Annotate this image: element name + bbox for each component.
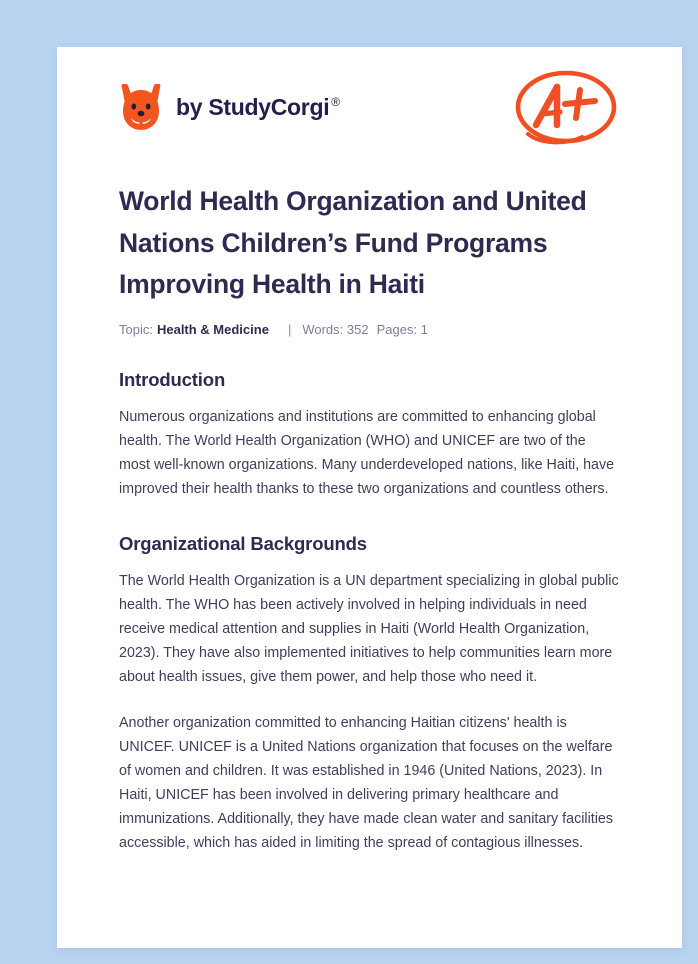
meta-pages: Pages: 1	[376, 321, 428, 337]
a-plus-grade-icon	[512, 65, 620, 149]
corgi-head-icon	[119, 82, 163, 132]
brand-prefix: by	[176, 93, 209, 120]
paragraph: Numerous organizations and institutions are committed to enhancing global health. The World Health Organization (WHO) and UNICEF are two of the most well-known organizations. Many underdeveloped nations, like Haiti, have improved their health thanks to these two organizations and countless others.	[119, 409, 615, 498]
brand-wordmark	[176, 93, 340, 120]
document-meta	[119, 322, 620, 338]
meta-topic-value[interactable]: Health & Medicine	[156, 321, 269, 337]
brand-name: StudyCorgi	[208, 93, 330, 120]
meta-topic	[119, 322, 269, 338]
document-page	[57, 47, 682, 948]
paragraph: Another organization committed to enhancing Haitian citizens' health is UNICEF. UNICEF is a United Nations organization that focuses on the welfare of women and children. It was established in 1946 (United Nations, 2023). In Haiti, UNICEF has been involved in delivering primary healthcare and immunizations. Additionally, they have made clean water and sanitary facilities accessible, which has aided in limiting the spread of contagious illnesses.	[119, 715, 614, 852]
registered-mark: ®	[331, 94, 340, 109]
meta-words: Words: 352	[302, 321, 369, 337]
meta-separator: |	[287, 321, 292, 337]
page-title: World Health Organization and United Nations Children’s Fund Programs Improving Health in Haiti	[119, 186, 587, 299]
section-heading-organizational-backgrounds: Organizational Backgrounds	[119, 533, 367, 555]
paragraph: The World Health Organization is a UN department specializing in global public health. The WHO has been actively involved in helping individuals in need receive medical attention and supplies in Haiti (World Health Organization, 2023). They have also implemented initiatives to help communities learn more about health issues, give them power, and help those who need it.	[119, 573, 619, 686]
document-header	[119, 47, 620, 161]
section-heading-introduction: Introduction	[119, 369, 226, 391]
meta-topic-label: Topic:	[119, 321, 153, 337]
studycorgi-brand[interactable]	[119, 82, 340, 132]
